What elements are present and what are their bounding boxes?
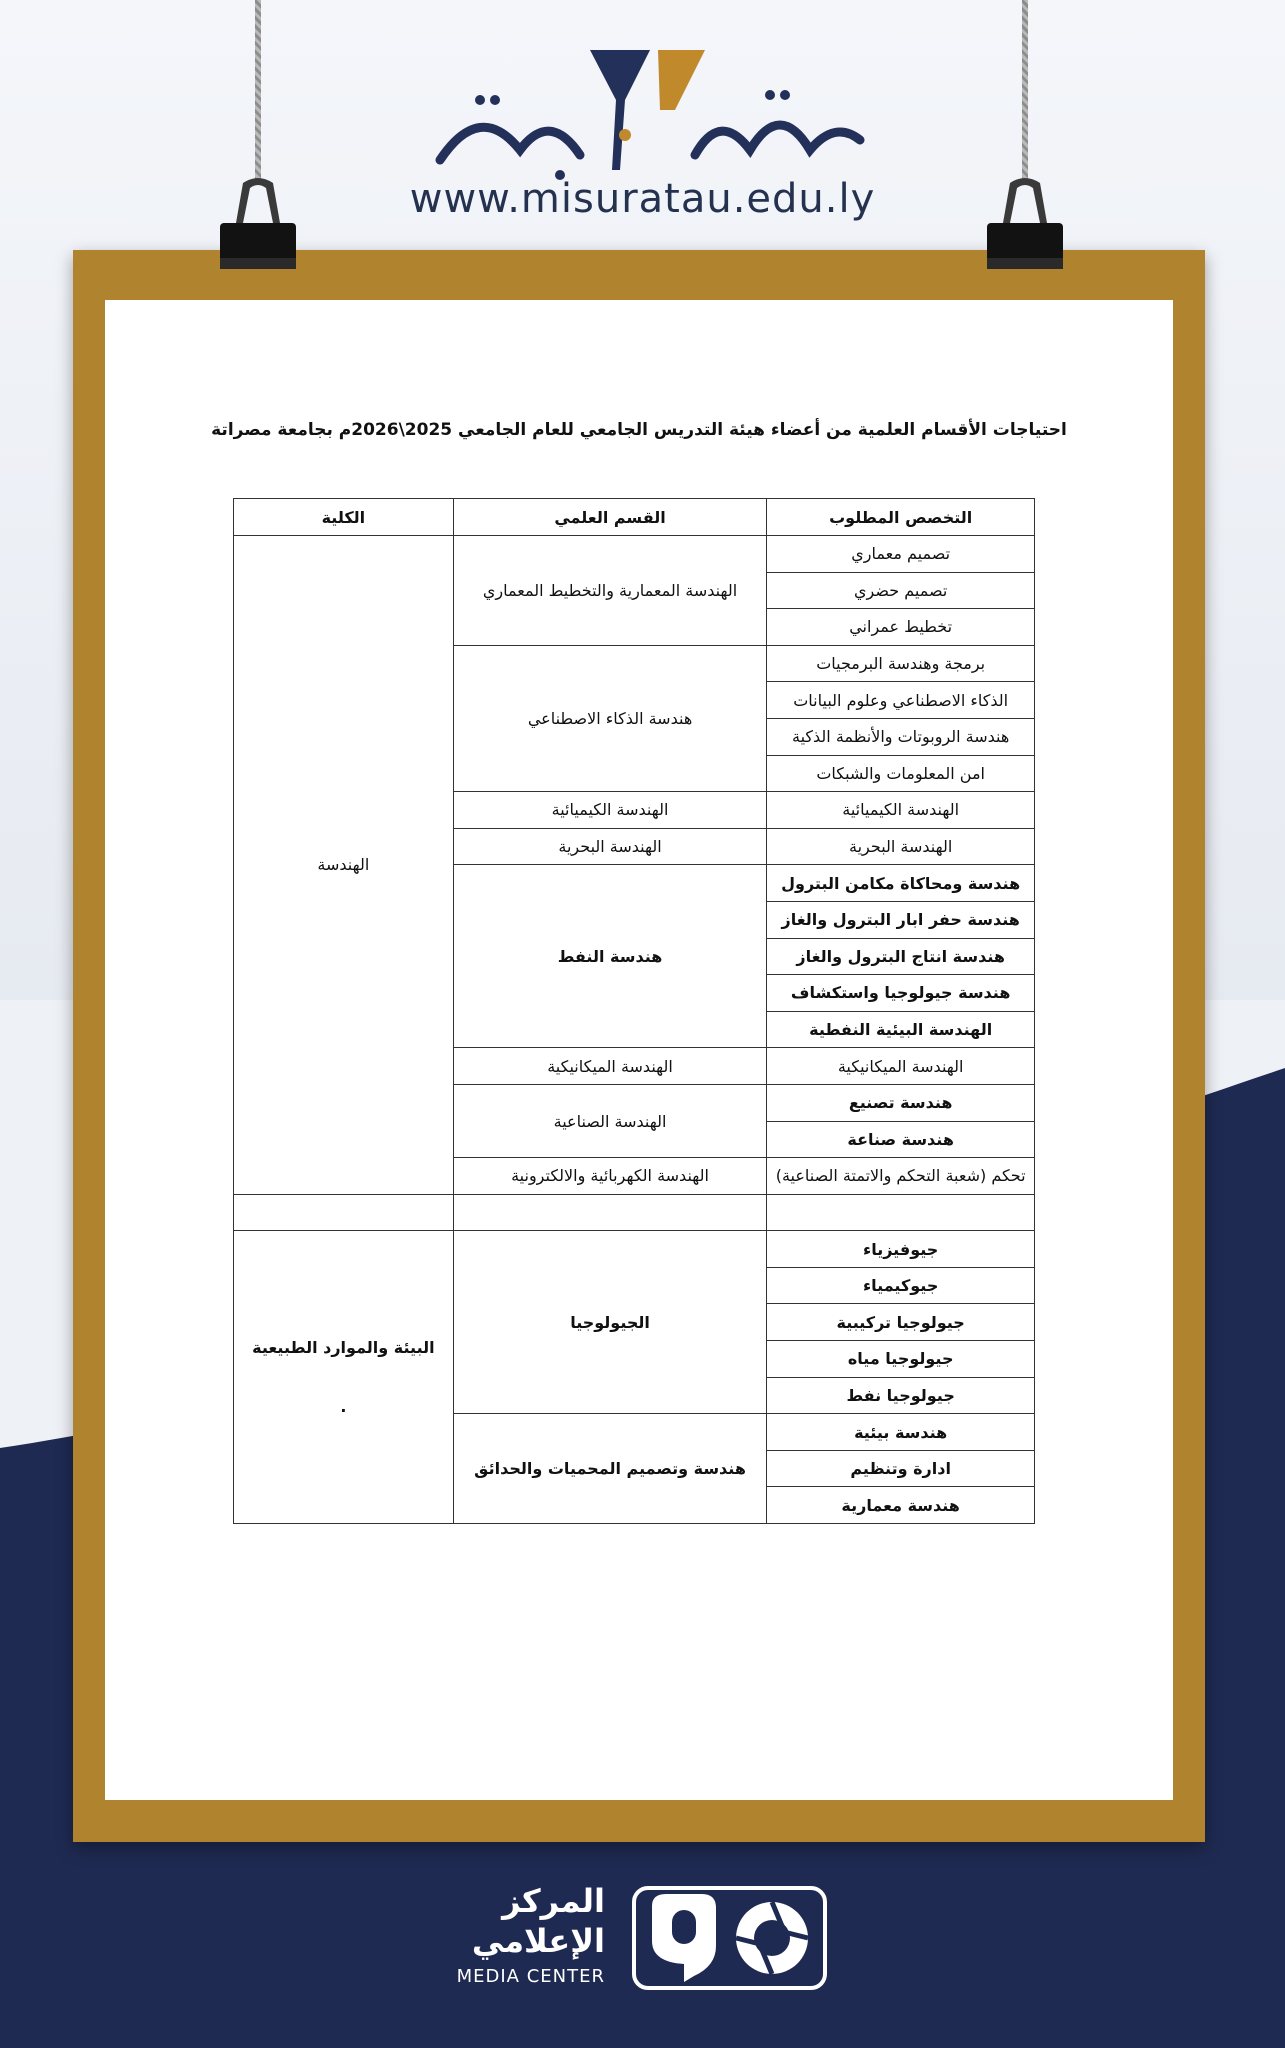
faculty-cell-engineering: الهندسة (234, 536, 454, 1195)
specialty-cell: امن المعلومات والشبكات (767, 755, 1035, 792)
specialty-cell: هندسة بيئية (767, 1414, 1035, 1451)
department-cell: الجيولوجيا (453, 1231, 767, 1414)
specialty-cell: هندسة انتاج البترول والغاز (767, 938, 1035, 975)
department-cell: هندسة الذكاء الاصطناعي (453, 645, 767, 791)
specialty-cell: تصميم معماري (767, 536, 1035, 573)
specialty-cell: هندسة معمارية (767, 1487, 1035, 1524)
table-row-empty (234, 1194, 1035, 1231)
faculty-cell-environment (234, 1231, 454, 1524)
specialty-cell: هندسة الروبوتات والأنظمة الذكية (767, 718, 1035, 755)
specialty-cell: هندسة صناعة (767, 1121, 1035, 1158)
table-row (234, 536, 1035, 573)
faculty-environment-label: البيئة والموارد الطبيعية (252, 1338, 435, 1358)
department-cell: الهندسة الميكانيكية (453, 1048, 767, 1085)
department-cell: الهندسة الصناعية (453, 1084, 767, 1157)
specialty-cell: تحكم (شعبة التحكم والاتمتة الصناعية) (767, 1158, 1035, 1195)
specialty-cell: هندسة ومحاكاة مكامن البترول (767, 865, 1035, 902)
document-paper (105, 300, 1173, 1800)
specialty-cell: الهندسة البحرية (767, 828, 1035, 865)
media-center-icon (632, 1886, 827, 1990)
specialty-cell: جيوكيمياء (767, 1267, 1035, 1304)
department-cell: الهندسة الكهربائية والالكترونية (453, 1158, 767, 1195)
department-cell: الهندسة المعمارية والتخطيط المعماري (453, 536, 767, 646)
table-header-row (234, 499, 1035, 536)
specialty-cell: هندسة تصنيع (767, 1084, 1035, 1121)
department-cell: هندسة وتصميم المحميات والحدائق (453, 1414, 767, 1524)
specialty-cell: الهندسة البيئية النفطية (767, 1011, 1035, 1048)
specialty-cell: جيولوجيا تركيبية (767, 1304, 1035, 1341)
specialty-cell: برمجة وهندسة البرمجيات (767, 645, 1035, 682)
document-title: احتياجات الأقسام العلمية من أعضاء هيئة التدريس الجامعي للعام الجامعي 2025\2026م بجامعة مصراتة (211, 420, 1067, 440)
media-center-line1: المركز (502, 1882, 605, 1920)
header-department: القسم العلمي (453, 499, 767, 536)
department-cell: الهندسة الكيميائية (453, 792, 767, 829)
specialty-cell: تخطيط عمراني (767, 609, 1035, 646)
stray-mark: . (340, 1397, 347, 1417)
department-cell: هندسة النفط (453, 865, 767, 1048)
table-row (234, 1231, 1035, 1268)
hanging-string-left (255, 0, 261, 185)
specialty-cell: تصميم حضري (767, 572, 1035, 609)
specialty-cell: جيولوجيا مياه (767, 1341, 1035, 1378)
website-url[interactable]: www.misuratau.edu.ly (409, 176, 876, 222)
media-center-en: MEDIA CENTER (456, 1966, 605, 1987)
binder-clip-icon (985, 178, 1065, 273)
header-specialty: التخصص المطلوب (767, 499, 1035, 536)
university-logo-icon (420, 40, 880, 185)
specialty-cell: هندسة حفر ابار البترول والغاز (767, 901, 1035, 938)
specialty-cell: جيوفيزياء (767, 1231, 1035, 1268)
requirements-table (233, 498, 1035, 1524)
specialty-cell: هندسة جيولوجيا واستكشاف (767, 975, 1035, 1012)
department-cell: الهندسة البحرية (453, 828, 767, 865)
media-center-line2: الإعلامي (471, 1922, 605, 1960)
binder-clip-icon (218, 178, 298, 273)
specialty-cell: ادارة وتنظيم (767, 1450, 1035, 1487)
specialty-cell: الهندسة الكيميائية (767, 792, 1035, 829)
specialty-cell: الذكاء الاصطناعي وعلوم البيانات (767, 682, 1035, 719)
specialty-cell: الهندسة الميكانيكية (767, 1048, 1035, 1085)
specialty-cell: جيولوجيا نفط (767, 1377, 1035, 1414)
header-faculty: الكلية (234, 499, 454, 536)
hanging-string-right (1022, 0, 1028, 185)
